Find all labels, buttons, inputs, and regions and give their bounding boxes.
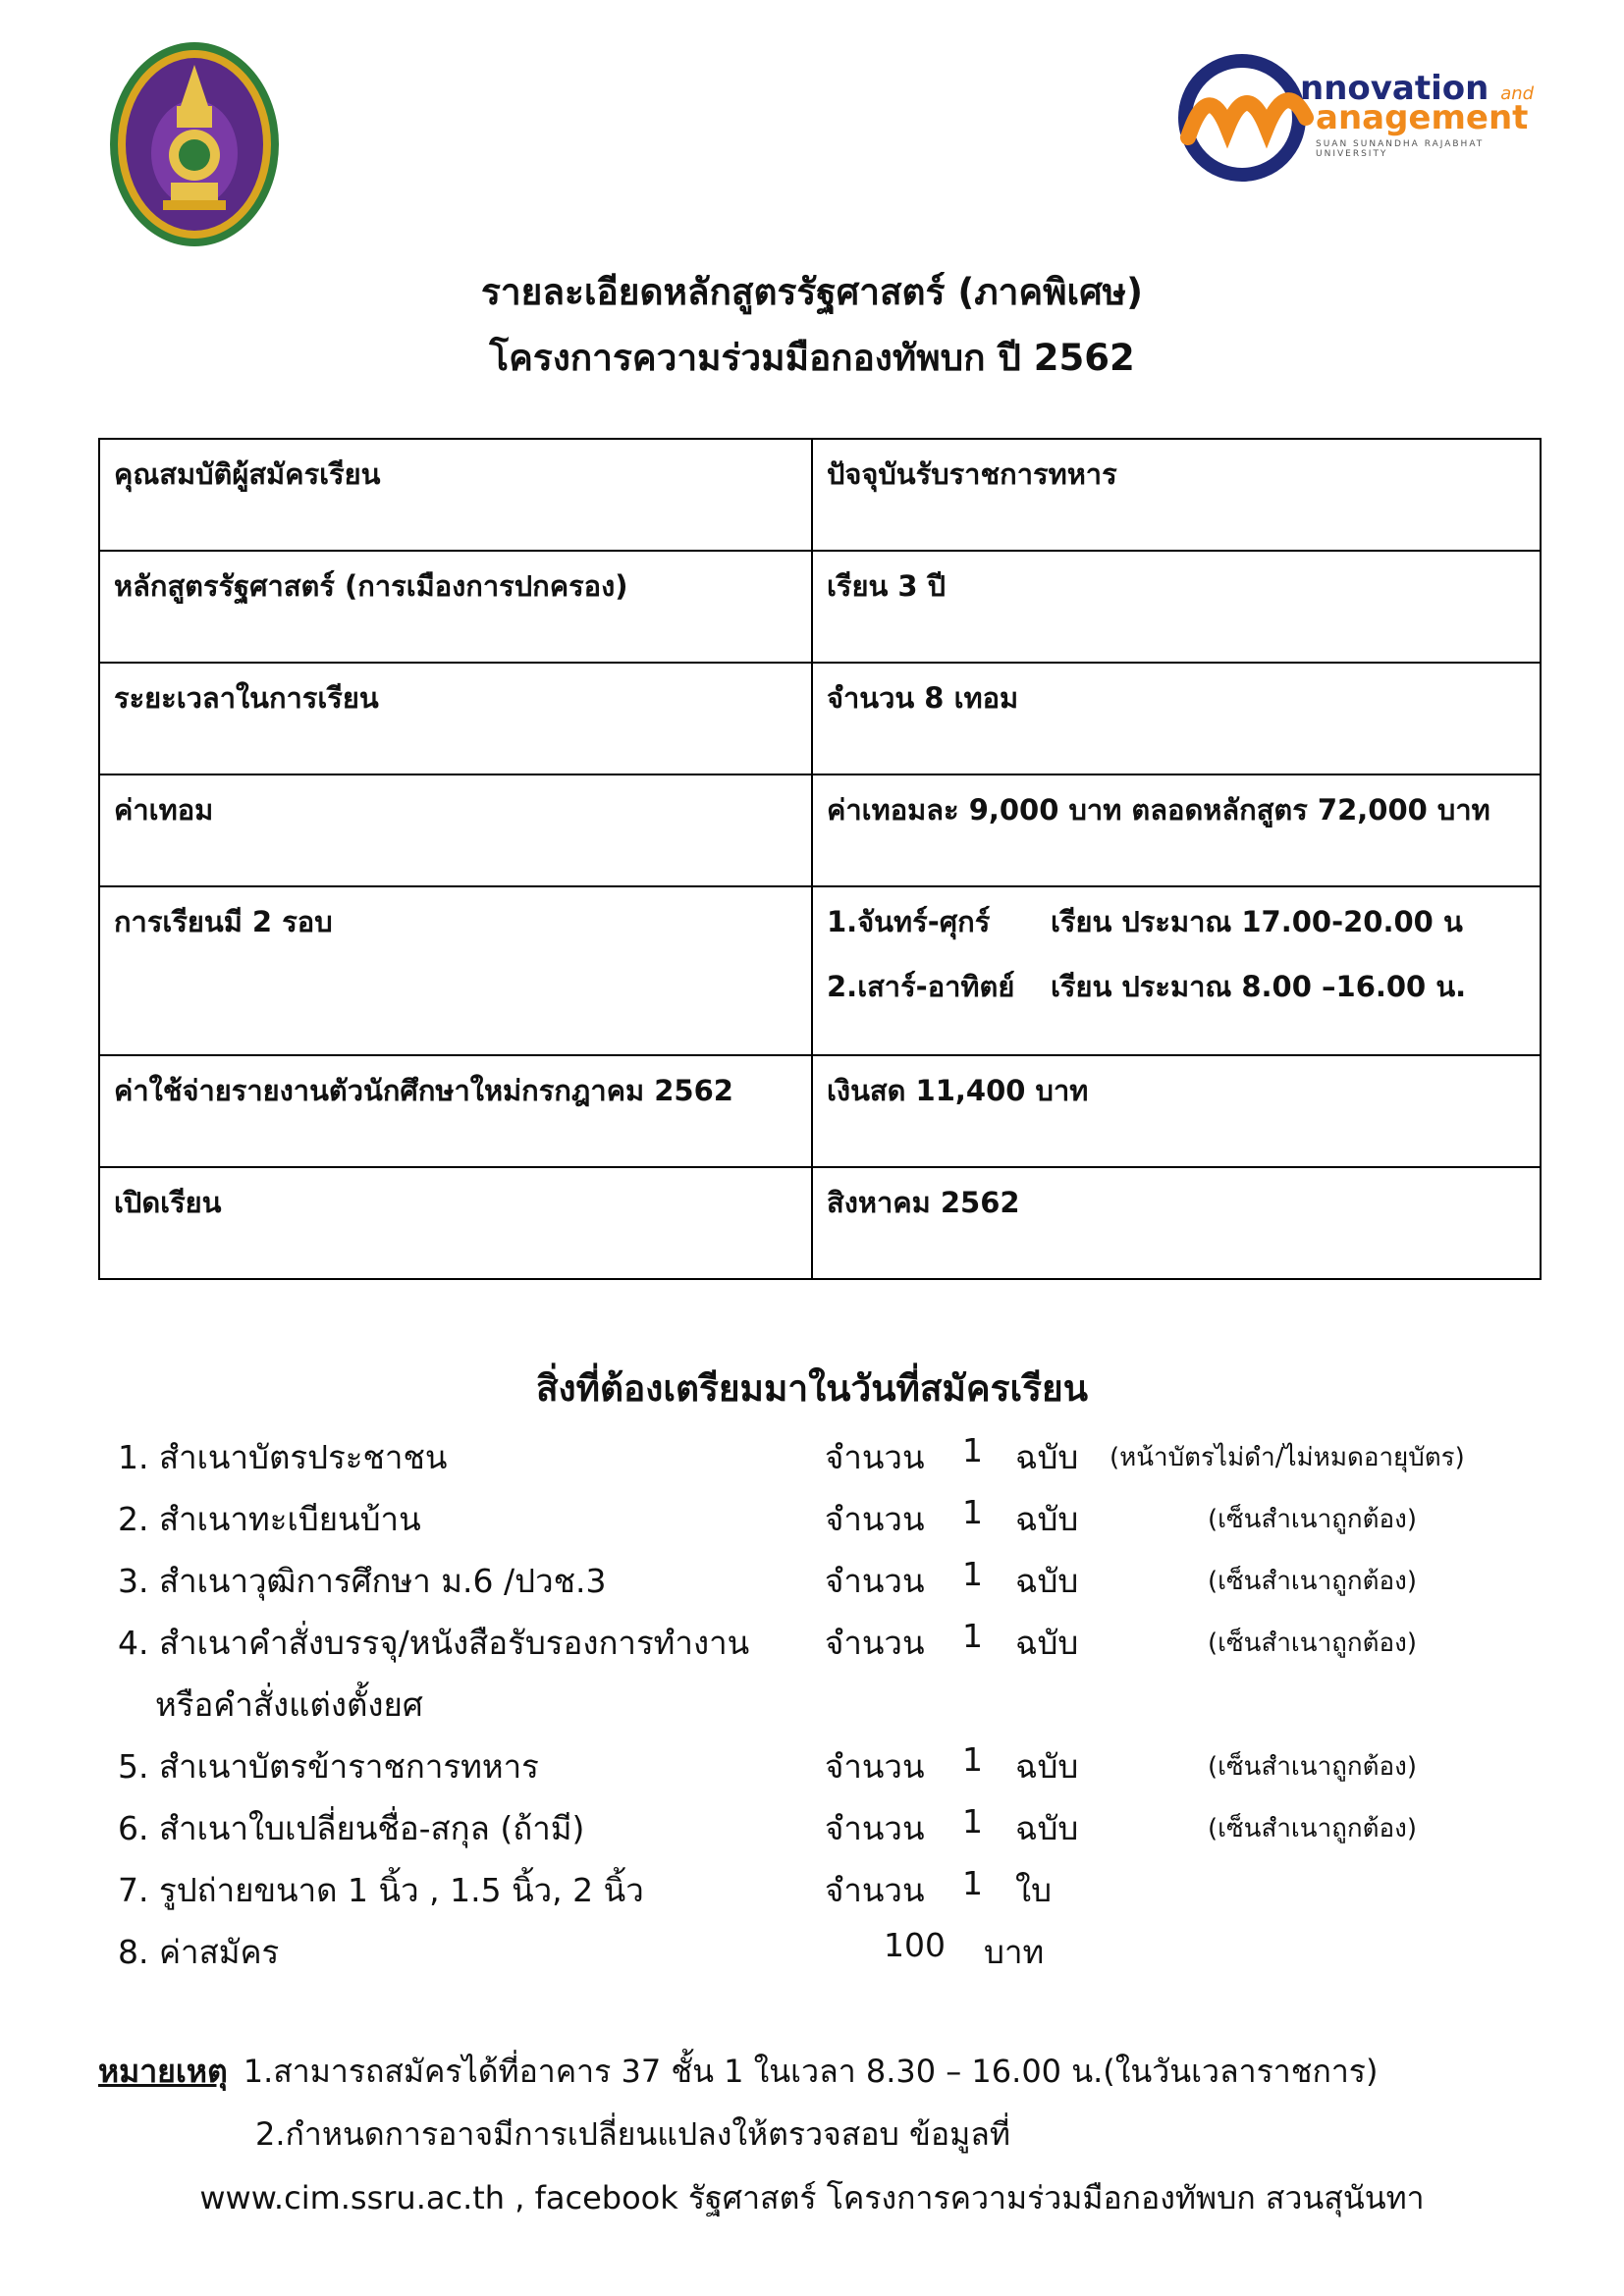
row-label: ค่าเทอม: [99, 774, 812, 886]
remarks: [98, 2047, 1379, 2153]
item-name: 5. สำเนาบัตรข้าราชการทหาร: [118, 1747, 539, 1786]
logo-line-management: anagement: [1316, 98, 1529, 137]
table-row-sessions: [99, 886, 1541, 1055]
row-label: เปิดเรียน: [99, 1167, 812, 1279]
item-qty: 1: [962, 1740, 983, 1779]
row-label: ระยะเวลาในการเรียน: [99, 663, 812, 774]
website-line: www.cim.ssru.ac.th , facebook รัฐศาสตร์ โครงการความร่วมมือกองทัพบก สวนสุนันทา: [199, 2179, 1425, 2216]
item-unit: ฉบับ: [1015, 1438, 1079, 1476]
list-item-continuation: [118, 1679, 1512, 1740]
row-value: ปัจจุบันรับราชการทหาร: [812, 439, 1541, 551]
item-name: 2. สำเนาทะเบียนบ้าน: [118, 1500, 421, 1538]
item-name: 4. สำเนาคำสั่งบรรจุ/หนังสือรับรองการทำงาน: [118, 1624, 750, 1662]
page-subtitle: โครงการความร่วมมือกองทัพบก ปี 2562: [489, 337, 1135, 379]
logo-university-name: SUAN SUNANDHA RAJABHAT UNIVERSITY: [1316, 139, 1485, 159]
row-value: เรียน 3 ปี: [812, 551, 1541, 663]
item-qty: 1: [962, 1802, 983, 1841]
requirements-title: สิ่งที่ต้องเตรียมมาในวันที่สมัครเรียน: [535, 1367, 1089, 1410]
table-row: [99, 663, 1541, 774]
university-seal-icon: [106, 37, 283, 251]
item-note: (หน้าบัตรไม่ดำ/ไม่หมดอายุบัตร): [1110, 1443, 1465, 1472]
row-value: จำนวน 8 เทอม: [812, 663, 1541, 774]
table-row: [99, 1167, 1541, 1279]
table-row: [99, 439, 1541, 551]
table-row: [99, 774, 1541, 886]
session-1-days: 1.จันทร์-ศุกร์: [827, 905, 991, 938]
list-item: [118, 1493, 1512, 1555]
row-value-sessions: [812, 886, 1541, 1055]
item-name: 6. สำเนาใบเปลี่ยนชื่อ-สกุล (ถ้ามี): [118, 1809, 585, 1847]
college-logo: [1168, 39, 1542, 187]
item-note: (เซ็นสำเนาถูกต้อง): [1208, 1567, 1418, 1596]
amount-label: จำนวน: [825, 1624, 925, 1662]
item-name: 7. รูปถ่ายขนาด 1 นิ้ว , 1.5 นิ้ว, 2 นิ้ว: [118, 1871, 644, 1909]
item-qty: 1: [962, 1555, 983, 1593]
list-item: [118, 1802, 1512, 1864]
item-note: (เซ็นสำเนาถูกต้อง): [1208, 1752, 1418, 1782]
amount-label: จำนวน: [825, 1438, 925, 1476]
row-value: ค่าเทอมละ 9,000 บาท ตลอดหลักสูตร 72,000 บาท: [812, 774, 1541, 886]
item-unit: ใบ: [1015, 1871, 1053, 1909]
remarks-label: หมายเหตุ: [98, 2053, 228, 2090]
item-qty: 1: [962, 1864, 983, 1902]
amount-label: จำนวน: [825, 1871, 925, 1909]
row-label: หลักสูตรรัฐศาสตร์ (การเมืองการปกครอง): [99, 551, 812, 663]
item-qty: 1: [962, 1617, 983, 1655]
amount-label: จำนวน: [825, 1747, 925, 1786]
table-row: [99, 1055, 1541, 1167]
item-name-continued: หรือคำสั่งแต่งตั้งยศ: [155, 1685, 423, 1724]
item-unit: ฉบับ: [1015, 1809, 1079, 1847]
remark-line-2: 2.กำหนดการอาจมีการเปลี่ยนแปลงให้ตรวจสอบ ข้อมูลที่: [255, 2115, 1010, 2153]
fee-name: 8. ค่าสมัคร: [118, 1933, 280, 1971]
row-value: เงินสด 11,400 บาท: [812, 1055, 1541, 1167]
item-qty: 1: [962, 1493, 983, 1531]
session-2-time: เรียน ประมาณ 8.00 –16.00 น.: [1051, 970, 1467, 1003]
page-title: รายละเอียดหลักสูตรรัฐศาสตร์ (ภาคพิเศษ): [481, 271, 1143, 313]
session-1-time: เรียน ประมาณ 17.00-20.00 น: [1051, 905, 1463, 938]
amount-label: จำนวน: [825, 1809, 925, 1847]
requirements-list: [118, 1431, 1512, 1988]
list-item: [118, 1864, 1512, 1926]
list-item: [118, 1555, 1512, 1617]
amount-label: จำนวน: [825, 1562, 925, 1600]
item-name: 3. สำเนาวุฒิการศึกษา ม.6 /ปวช.3: [118, 1562, 607, 1600]
list-item: [118, 1617, 1512, 1679]
college-emblem-icon: [1168, 39, 1316, 187]
item-qty: 1: [962, 1431, 983, 1469]
details-table: [98, 438, 1542, 1280]
item-note: (เซ็นสำเนาถูกต้อง): [1208, 1814, 1418, 1843]
item-unit: ฉบับ: [1015, 1747, 1079, 1786]
fee-unit: บาท: [984, 1933, 1045, 1971]
item-unit: ฉบับ: [1015, 1624, 1079, 1662]
fee-amount: 100: [884, 1926, 946, 1964]
list-item: [118, 1740, 1512, 1802]
item-note: (เซ็นสำเนาถูกต้อง): [1208, 1629, 1418, 1658]
item-unit: ฉบับ: [1015, 1562, 1079, 1600]
logo-line-innovation: nnovation and: [1300, 69, 1535, 108]
row-label: ค่าใช้จ่ายรายงานตัวนักศึกษาใหม่กรกฎาคม 2562: [99, 1055, 812, 1167]
amount-label: จำนวน: [825, 1500, 925, 1538]
item-unit: ฉบับ: [1015, 1500, 1079, 1538]
remark-line-1: 1.สามารถสมัครได้ที่อาคาร 37 ชั้น 1 ในเวลา 8.30 – 16.00 น.(ในวันเวลาราชการ): [243, 2053, 1379, 2090]
item-note: (เซ็นสำเนาถูกต้อง): [1208, 1505, 1418, 1534]
table-row: [99, 551, 1541, 663]
row-label: การเรียนมี 2 รอบ: [99, 886, 812, 1055]
item-name: 1. สำเนาบัตรประชาชน: [118, 1438, 448, 1476]
list-item: [118, 1431, 1512, 1493]
row-label: คุณสมบัติผู้สมัครเรียน: [99, 439, 812, 551]
session-2-days: 2.เสาร์-อาทิตย์: [827, 970, 1015, 1003]
list-item-fee: [118, 1926, 1512, 1988]
row-value: สิงหาคม 2562: [812, 1167, 1541, 1279]
